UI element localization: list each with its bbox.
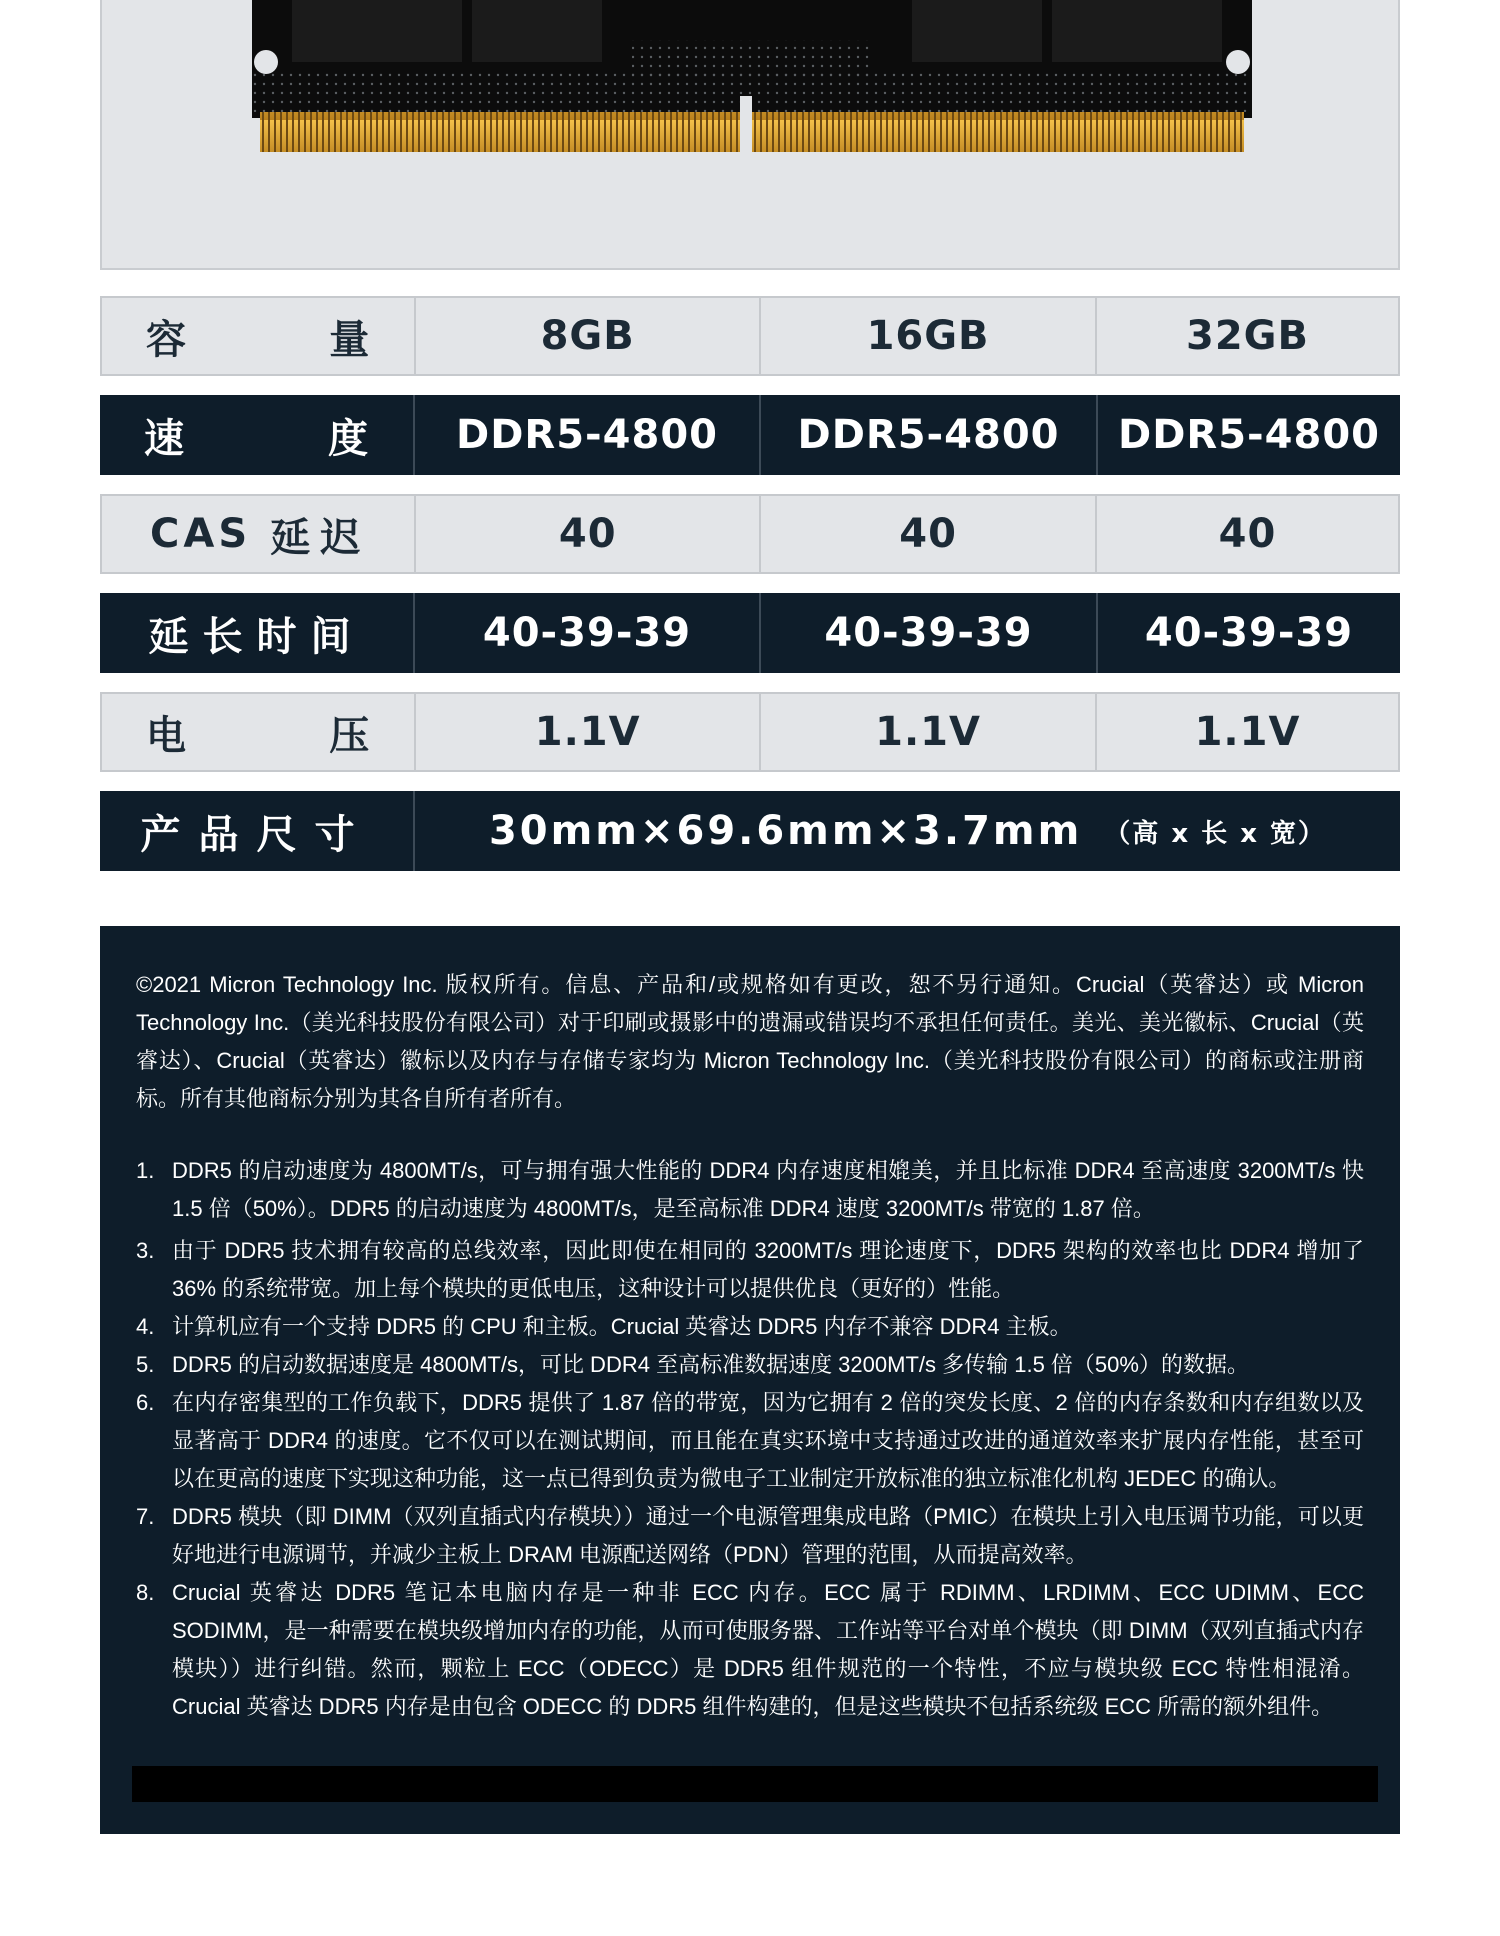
spec-label-dimensions: 产品尺寸 bbox=[140, 811, 373, 858]
spec-value-timing-16gb: 40-39-39 bbox=[759, 593, 1096, 673]
spec-value-32gb: 32GB bbox=[1095, 298, 1398, 374]
spec-value-speed-32gb: DDR5-4800 bbox=[1096, 395, 1400, 475]
footnotes-list bbox=[136, 1152, 1364, 1726]
spec-value-cas-8gb: 40 bbox=[414, 496, 759, 572]
spec-value-speed-16gb: DDR5-4800 bbox=[759, 395, 1096, 475]
spec-value-cas-16gb: 40 bbox=[759, 496, 1095, 572]
product-image-panel bbox=[100, 0, 1400, 270]
footnote-item bbox=[136, 1498, 1364, 1574]
footnote-number: 8. bbox=[136, 1580, 155, 1605]
footnote-item bbox=[136, 1574, 1364, 1726]
footnote-number: 6. bbox=[136, 1390, 155, 1415]
spec-label-speed bbox=[100, 395, 413, 475]
footnote-text: DDR5 模块（即 DIMM（双列直插式内存模块））通过一个电源管理集成电路（PMIC）在模块上引入电压调节功能，可以更好地进行电源调节，并减少主板上 DRAM 电源配送网络（PDN）管理的范围，从而提高效率。 bbox=[172, 1504, 1364, 1567]
spec-value-timing-8gb: 40-39-39 bbox=[413, 593, 759, 673]
footnote-text: DDR5 的启动速度为 4800MT/s，可与拥有强大性能的 DDR4 内存速度相媲美，并且比标准 DDR4 至高速度 3200MT/s 快 1.5 倍（50%）。DDR5 的启动速度为 4800MT/s，是至高标准 DDR4 速度 3200MT/s 带宽的 1.87 倍。 bbox=[172, 1158, 1364, 1221]
spec-value-timing-32gb: 40-39-39 bbox=[1096, 593, 1400, 673]
footnote-text: 在内存密集型的工作负载下，DDR5 提供了 1.87 倍的带宽，因为它拥有 2 倍的突发长度、2 倍的内存条数和内存组数以及显著高于 DDR4 的速度。它不仅可以在测试期间，而且能在真实环境中支持通过改进的通道效率来扩展内存性能，甚至可以在更高的速度下实现这种功能，这一点已得到负责为微电子工业制定开放标准的独立标准化机构 JEDEC 的确认。 bbox=[172, 1390, 1364, 1491]
footnote-item bbox=[136, 1346, 1364, 1384]
footnote-item bbox=[136, 1384, 1364, 1498]
spec-label-voltage bbox=[102, 694, 414, 770]
footnote-number: 3. bbox=[136, 1238, 155, 1263]
spec-row-voltage bbox=[100, 692, 1400, 772]
ram-module-illustration bbox=[252, 0, 1252, 155]
spec-row-timing bbox=[100, 593, 1400, 673]
label-cas: CAS bbox=[150, 511, 252, 557]
redaction-bar bbox=[132, 1766, 1378, 1802]
footnote-number: 1. bbox=[136, 1158, 155, 1183]
spec-value-voltage-32gb: 1.1V bbox=[1095, 694, 1398, 770]
spec-value-dimensions bbox=[413, 791, 1400, 871]
label-char: 电 bbox=[146, 712, 187, 759]
spec-value-16gb: 16GB bbox=[759, 298, 1095, 374]
spec-label-cas bbox=[102, 496, 414, 572]
spec-value-cas-32gb: 40 bbox=[1095, 496, 1398, 572]
label-char: 压 bbox=[329, 712, 371, 759]
spec-value-voltage-8gb: 1.1V bbox=[414, 694, 759, 770]
label-char: 容 bbox=[146, 316, 187, 363]
spec-label-capacity bbox=[102, 298, 414, 374]
footnote-item bbox=[136, 1232, 1364, 1308]
dimensions-note: （高 x 长 x 宽） bbox=[1104, 818, 1327, 849]
footnote-number: 4. bbox=[136, 1314, 155, 1339]
spec-value-8gb: 8GB bbox=[414, 298, 759, 374]
label-latency: 延迟 bbox=[270, 514, 371, 561]
footnote-number: 5. bbox=[136, 1352, 155, 1377]
label-char: 度 bbox=[328, 415, 369, 462]
spec-row-dimensions bbox=[100, 791, 1400, 871]
footnote-number: 7. bbox=[136, 1504, 155, 1529]
spec-row-speed bbox=[100, 395, 1400, 475]
footnote-item bbox=[136, 1308, 1364, 1346]
dimensions-value: 30mm×69.6mm×3.7mm bbox=[488, 808, 1083, 854]
footnote-item bbox=[136, 1152, 1364, 1228]
disclaimer-box bbox=[100, 926, 1400, 1834]
spec-label-timing: 延长时间 bbox=[148, 613, 365, 660]
footnote-text: DDR5 的启动数据速度是 4800MT/s，可比 DDR4 至高标准数据速度 3200MT/s 多传输 1.5 倍（50%）的数据。 bbox=[172, 1352, 1249, 1377]
spec-value-speed-8gb: DDR5-4800 bbox=[413, 395, 759, 475]
label-char: 量 bbox=[329, 316, 371, 363]
spec-row-capacity bbox=[100, 296, 1400, 376]
copyright-notice: ©2021 Micron Technology Inc. 版权所有。信息、产品和/或规格如有更改，恕不另行通知。Crucial（英睿达）或 Micron Technology Inc.（美光科技股份有限公司）对于印刷或摄影中的遗漏或错误均不承担任何责任。美光、美光徽标、Crucial（英睿达）、Crucial（英睿达）徽标以及内存与存储专家均为 Micron Technology Inc.（美光科技股份有限公司）的商标或注册商标。所有其他商标分别为其各自所有者所有。 bbox=[136, 972, 1364, 1111]
footnote-text: Crucial 英睿达 DDR5 笔记本电脑内存是一种非 ECC 内存。ECC 属于 RDIMM、LRDIMM、ECC UDIMM、ECC SODIMM，是一种需要在模块级增加内存的功能，从而可使服务器、工作站等平台对单个模块（即 DIMM（双列直插式内存模块））进行纠错。然而，颗粒上 ECC（ODECC）是 DDR5 组件规范的一个特性，不应与模块级 ECC 特性相混淆。Crucial 英睿达 DDR5 内存是由包含 ODECC 的 DDR5 组件构建的，但是这些模块不包括系统级 ECC 所需的额外组件。 bbox=[172, 1580, 1364, 1719]
spec-row-cas bbox=[100, 494, 1400, 574]
footnote-text: 由于 DDR5 技术拥有较高的总线效率，因此即使在相同的 3200MT/s 理论速度下，DDR5 架构的效率也比 DDR4 增加了 36% 的系统带宽。加上每个模块的更低电压，这种设计可以提供优良（更好的）性能。 bbox=[172, 1238, 1364, 1301]
footnote-text: 计算机应有一个支持 DDR5 的 CPU 和主板。Crucial 英睿达 DDR5 内存不兼容 DDR4 主板。 bbox=[172, 1314, 1072, 1339]
label-char: 速 bbox=[144, 415, 185, 462]
spec-value-voltage-16gb: 1.1V bbox=[759, 694, 1095, 770]
